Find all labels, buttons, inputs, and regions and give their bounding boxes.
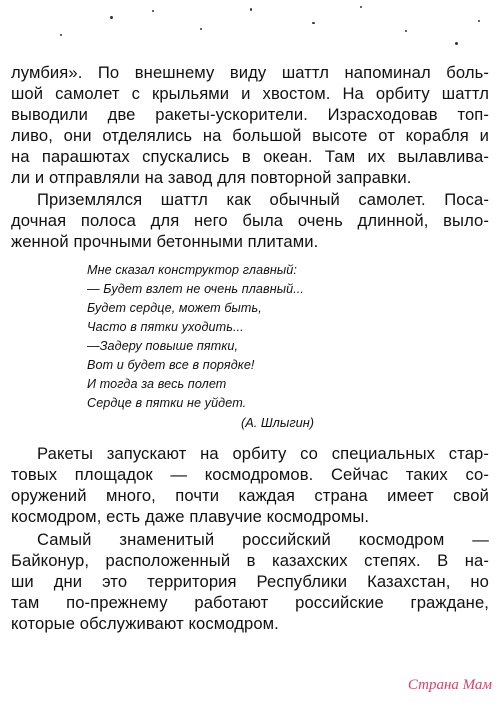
paragraph1-line: на парашютах спускались в океан. Там их вылавлива- xyxy=(11,147,489,166)
paragraph3-line: товых площадок — космодромов. Сейчас таких со- xyxy=(11,465,489,484)
poem-line: —Задеру повыше пятки, xyxy=(87,339,239,353)
paragraph2-line: дочная полоса для него была очень длинной, выло- xyxy=(11,211,489,230)
site-watermark: Страна Мам xyxy=(407,677,492,693)
paragraph1-line: выводили две ракеты-ускорители. Израсходовав топ- xyxy=(11,105,489,124)
paragraph1-line: лумбия». По внешнему виду шаттл напоминал боль- xyxy=(11,63,489,82)
paragraph4-line: Самый знаменитый российский космодром — xyxy=(37,530,489,549)
scan-speck xyxy=(200,28,202,30)
scan-speck xyxy=(360,6,362,8)
paragraph4-line: Байконур, расположенный в казахских степях. В на- xyxy=(11,551,489,570)
scan-speck xyxy=(312,22,315,24)
paragraph2-line: Приземлялся шаттл как обычный самолет. Поса- xyxy=(37,190,489,209)
paragraph1-line: шой самолет с крыльями и хвостом. На орбиту шаттл xyxy=(11,84,489,103)
poem-line: Мне сказал конструктор главный: xyxy=(87,263,297,277)
scan-speck xyxy=(110,16,113,19)
poem-line: И тогда за весь полет xyxy=(87,377,227,391)
paragraph1-line: ливо, они отделялись на большой высоте от корабля и xyxy=(11,126,489,145)
poem-author: (А. Шлыгин) xyxy=(241,415,315,430)
scan-speck xyxy=(60,34,62,36)
paragraph4-line: которые обслуживают космодром. xyxy=(11,614,279,633)
poem-line: Сердце в пятки не уйдет. xyxy=(87,396,247,410)
poem-line: Вот и будет все в порядке! xyxy=(87,358,255,372)
paragraph4-line: там по-прежнему работают российские граждане, xyxy=(11,593,489,612)
scan-speck xyxy=(405,30,407,32)
paragraph3-line: оружений много, почти каждая страна имеет свой xyxy=(11,486,489,505)
poem-line: Будет сердце, может быть, xyxy=(87,301,262,315)
scan-speck xyxy=(152,10,154,12)
paragraph4-line: ши дни это территория Республики Казахстан, но xyxy=(11,572,489,591)
paragraph2-line: женной прочными бетонными плитами. xyxy=(11,232,319,251)
scan-speck xyxy=(455,42,458,45)
poem-line: Часто в пятки уходить... xyxy=(87,320,244,334)
paragraph1-line: ли и отправляли на завод для повторной заправки. xyxy=(11,168,412,187)
paragraph3-line: космодром, есть даже плавучие космодромы. xyxy=(11,507,370,526)
scan-speck xyxy=(478,20,480,22)
scan-speck xyxy=(250,8,252,11)
poem-line: — Будет взлет не очень плавный... xyxy=(87,282,305,296)
paragraph3-line: Ракеты запускают на орбиту со специальных стар- xyxy=(37,444,489,463)
